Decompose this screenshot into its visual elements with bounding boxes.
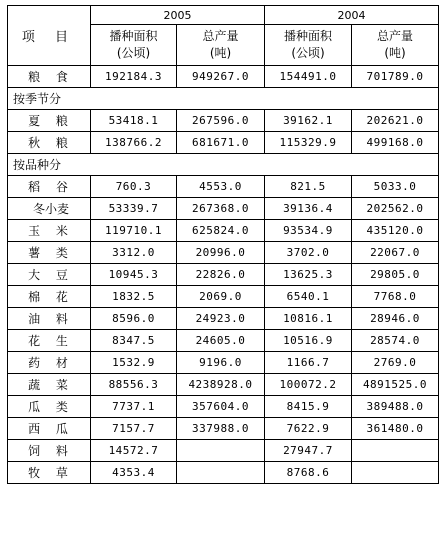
table-row	[8, 462, 439, 484]
output-2004-cell	[352, 440, 439, 462]
row-label: 冬小麦	[8, 198, 91, 220]
area-2005-cell: 3312.0	[91, 242, 177, 264]
row-label: 大 豆	[8, 264, 91, 286]
area-header-2004	[265, 25, 352, 66]
output-2004-cell: 4891525.0	[352, 374, 439, 396]
year-header-row	[8, 6, 439, 25]
output-2004-cell: 28574.0	[352, 330, 439, 352]
table-row	[8, 176, 439, 198]
table-row	[8, 110, 439, 132]
crop-statistics-table	[7, 5, 439, 484]
area-2004-cell: 8415.9	[265, 396, 352, 418]
area-2005-cell: 1532.9	[91, 352, 177, 374]
area-2005-cell: 119710.1	[91, 220, 177, 242]
area-2005-cell: 138766.2	[91, 132, 177, 154]
area-2005-cell: 7737.1	[91, 396, 177, 418]
header-label: 总产量	[376, 29, 413, 43]
header-label: 总产量	[202, 29, 239, 43]
area-2004-cell: 154491.0	[265, 66, 352, 88]
area-2004-cell: 27947.7	[265, 440, 352, 462]
output-2004-cell	[352, 462, 439, 484]
output-2004-cell: 29805.0	[352, 264, 439, 286]
row-label: 玉 米	[8, 220, 91, 242]
section-label: 按季节分	[8, 88, 439, 110]
output-2005-cell: 2069.0	[177, 286, 265, 308]
header-unit: (公顷)	[291, 46, 325, 60]
area-2004-cell: 8768.6	[265, 462, 352, 484]
output-2005-cell: 24605.0	[177, 330, 265, 352]
output-2004-cell: 389488.0	[352, 396, 439, 418]
table-row	[8, 198, 439, 220]
output-2005-cell	[177, 440, 265, 462]
header-unit: (公顷)	[116, 46, 151, 60]
area-2004-cell: 6540.1	[265, 286, 352, 308]
output-2005-cell: 20996.0	[177, 242, 265, 264]
row-label: 棉 花	[8, 286, 91, 308]
area-2005-cell: 1832.5	[91, 286, 177, 308]
area-2005-cell: 10945.3	[91, 264, 177, 286]
output-2004-cell: 202621.0	[352, 110, 439, 132]
area-2005-cell: 8347.5	[91, 330, 177, 352]
row-label: 蔬 菜	[8, 374, 91, 396]
header-label: 播种面积	[283, 29, 332, 43]
table-row	[8, 352, 439, 374]
output-2005-cell: 9196.0	[177, 352, 265, 374]
output-2004-cell: 499168.0	[352, 132, 439, 154]
area-2004-cell: 115329.9	[265, 132, 352, 154]
area-2005-cell: 4353.4	[91, 462, 177, 484]
output-2005-cell: 267368.0	[177, 198, 265, 220]
output-2004-cell: 2769.0	[352, 352, 439, 374]
output-2004-cell: 5033.0	[352, 176, 439, 198]
section-row	[8, 88, 439, 110]
table-row	[8, 374, 439, 396]
output-2005-cell: 337988.0	[177, 418, 265, 440]
output-2004-cell: 701789.0	[352, 66, 439, 88]
area-2005-cell: 7157.7	[91, 418, 177, 440]
output-2005-cell: 681671.0	[177, 132, 265, 154]
area-2004-cell: 10816.1	[265, 308, 352, 330]
area-2005-cell: 192184.3	[91, 66, 177, 88]
output-2005-cell: 22826.0	[177, 264, 265, 286]
area-2004-cell: 1166.7	[265, 352, 352, 374]
crop-statistics-table-container	[7, 5, 438, 484]
row-label: 秋 粮	[8, 132, 91, 154]
table-header	[8, 6, 439, 66]
output-header-2005	[177, 25, 265, 66]
output-header-2004	[352, 25, 439, 66]
row-label: 药 材	[8, 352, 91, 374]
output-2005-cell: 357604.0	[177, 396, 265, 418]
row-label: 牧 草	[8, 462, 91, 484]
row-label: 西 瓜	[8, 418, 91, 440]
table-row	[8, 396, 439, 418]
area-2005-cell: 53418.1	[91, 110, 177, 132]
section-row	[8, 154, 439, 176]
area-2004-cell: 100072.2	[265, 374, 352, 396]
output-2004-cell: 361480.0	[352, 418, 439, 440]
table-row	[8, 440, 439, 462]
area-2004-cell: 13625.3	[265, 264, 352, 286]
output-2004-cell: 7768.0	[352, 286, 439, 308]
row-label: 瓜 类	[8, 396, 91, 418]
row-label: 粮 食	[8, 66, 91, 88]
table-row	[8, 66, 439, 88]
header-unit: (吨)	[209, 46, 232, 60]
area-2004-cell: 39136.4	[265, 198, 352, 220]
year-header-2004: 2004	[265, 6, 439, 25]
area-2005-cell: 53339.7	[91, 198, 177, 220]
section-label: 按品种分	[8, 154, 439, 176]
area-2004-cell: 821.5	[265, 176, 352, 198]
table-row	[8, 220, 439, 242]
output-2005-cell: 625824.0	[177, 220, 265, 242]
year-header-2005: 2005	[91, 6, 265, 25]
area-2005-cell: 14572.7	[91, 440, 177, 462]
table-row	[8, 418, 439, 440]
row-label: 夏 粮	[8, 110, 91, 132]
table-row	[8, 308, 439, 330]
table-body	[8, 66, 439, 484]
area-2005-cell: 8596.0	[91, 308, 177, 330]
output-2005-cell: 24923.0	[177, 308, 265, 330]
table-row	[8, 330, 439, 352]
output-2005-cell: 267596.0	[177, 110, 265, 132]
table-row	[8, 264, 439, 286]
table-row	[8, 242, 439, 264]
area-2004-cell: 10516.9	[265, 330, 352, 352]
table-row	[8, 286, 439, 308]
output-2004-cell: 202562.0	[352, 198, 439, 220]
area-header-2005	[91, 25, 177, 66]
output-2005-cell: 949267.0	[177, 66, 265, 88]
row-label: 花 生	[8, 330, 91, 352]
output-2005-cell: 4553.0	[177, 176, 265, 198]
area-2005-cell: 88556.3	[91, 374, 177, 396]
area-2004-cell: 39162.1	[265, 110, 352, 132]
area-2005-cell: 760.3	[91, 176, 177, 198]
area-2004-cell: 7622.9	[265, 418, 352, 440]
area-2004-cell: 3702.0	[265, 242, 352, 264]
row-label: 油 料	[8, 308, 91, 330]
header-unit: (吨)	[384, 46, 406, 60]
header-label: 播种面积	[109, 29, 158, 43]
row-label: 薯 类	[8, 242, 91, 264]
row-label: 稻 谷	[8, 176, 91, 198]
output-2004-cell: 435120.0	[352, 220, 439, 242]
item-column-header: 项 目	[8, 6, 91, 66]
output-2004-cell: 22067.0	[352, 242, 439, 264]
output-2005-cell: 4238928.0	[177, 374, 265, 396]
output-2004-cell: 28946.0	[352, 308, 439, 330]
area-2004-cell: 93534.9	[265, 220, 352, 242]
table-row	[8, 132, 439, 154]
output-2005-cell	[177, 462, 265, 484]
row-label: 饲 料	[8, 440, 91, 462]
